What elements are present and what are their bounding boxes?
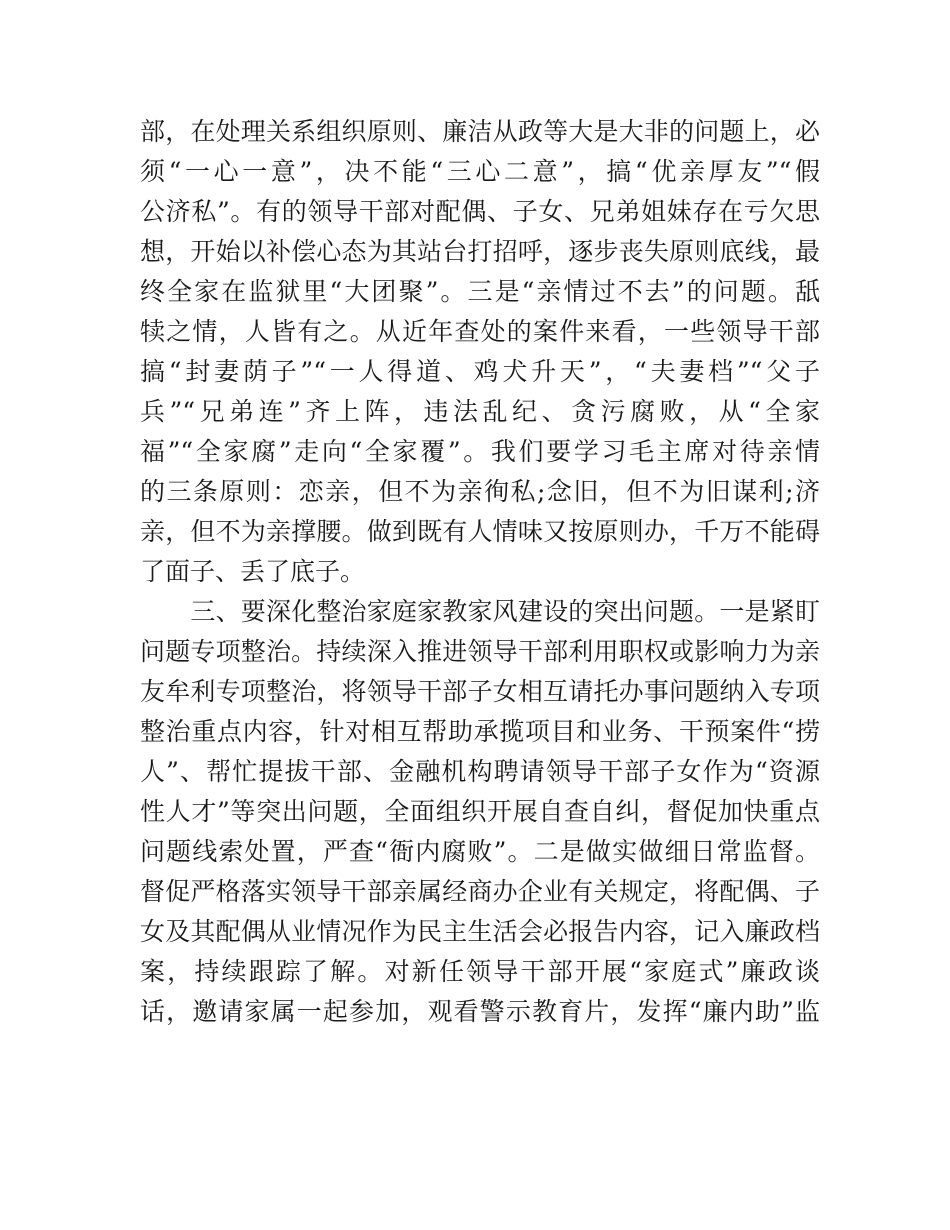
body-text bbox=[140, 112, 820, 1032]
text-line: 问题专项整治。持续深入推进领导干部利用职权或影响力为亲 bbox=[140, 637, 820, 666]
text-line: 的三条原则：恋亲，但不为亲徇私;念旧，但不为旧谋利;济 bbox=[140, 477, 820, 506]
text-line: 督促严格落实领导干部亲属经商办企业有关规定，将配偶、子 bbox=[140, 877, 820, 906]
text-line: 搞“封妻荫子”“一人得道、鸡犬升天”，“夫妻档”“父子 bbox=[140, 357, 820, 386]
text-line: 终全家在监狱里“大团聚”。三是“亲情过不去”的问题。舐 bbox=[140, 277, 820, 306]
text-line: 福”“全家腐”走向“全家覆”。我们要学习毛主席对待亲情 bbox=[140, 437, 820, 466]
text-line: 须“一心一意”，决不能“三心二意”，搞“优亲厚友”“假 bbox=[140, 157, 820, 186]
text-line: 友牟利专项整治，将领导干部子女相互请托办事问题纳入专项 bbox=[140, 677, 820, 706]
section-heading-line: 三、要深化整治家庭家教家风建设的突出问题。一是紧盯 bbox=[140, 597, 820, 626]
text-line: 亲，但不为亲撑腰。做到既有人情味又按原则办，千万不能碍 bbox=[140, 517, 820, 546]
text-line: 女及其配偶从业情况作为民主生活会必报告内容，记入廉政档 bbox=[140, 917, 820, 946]
text-line: 性人才”等突出问题，全面组织开展自查自纠，督促加快重点 bbox=[140, 797, 820, 826]
text-line: 兵”“兄弟连”齐上阵，违法乱纪、贪污腐败，从“全家 bbox=[140, 397, 820, 426]
text-line: 想，开始以补偿心态为其站台打招呼，逐步丧失原则底线，最 bbox=[140, 237, 820, 266]
text-line: 话，邀请家属一起参加，观看警示教育片，发挥“廉内助”监 bbox=[140, 997, 820, 1026]
text-line: 部，在处理关系组织原则、廉洁从政等大是大非的问题上，必 bbox=[140, 117, 820, 146]
text-line: 问题线索处置，严查“衙内腐败”。二是做实做细日常监督。 bbox=[140, 837, 820, 866]
paragraph-end-line: 了面子、丢了底子。 bbox=[140, 557, 366, 586]
text-line: 人”、帮忙提拔干部、金融机构聘请领导干部子女作为“资源 bbox=[140, 757, 820, 786]
text-line: 案，持续跟踪了解。对新任领导干部开展“家庭式”廉政谈 bbox=[140, 957, 820, 986]
text-line: 犊之情，人皆有之。从近年查处的案件来看，一些领导干部 bbox=[140, 317, 820, 346]
text-line: 公济私”。有的领导干部对配偶、子女、兄弟姐妹存在亏欠思 bbox=[140, 197, 820, 226]
text-line: 整治重点内容，针对相互帮助承揽项目和业务、干预案件“捞 bbox=[140, 717, 820, 746]
